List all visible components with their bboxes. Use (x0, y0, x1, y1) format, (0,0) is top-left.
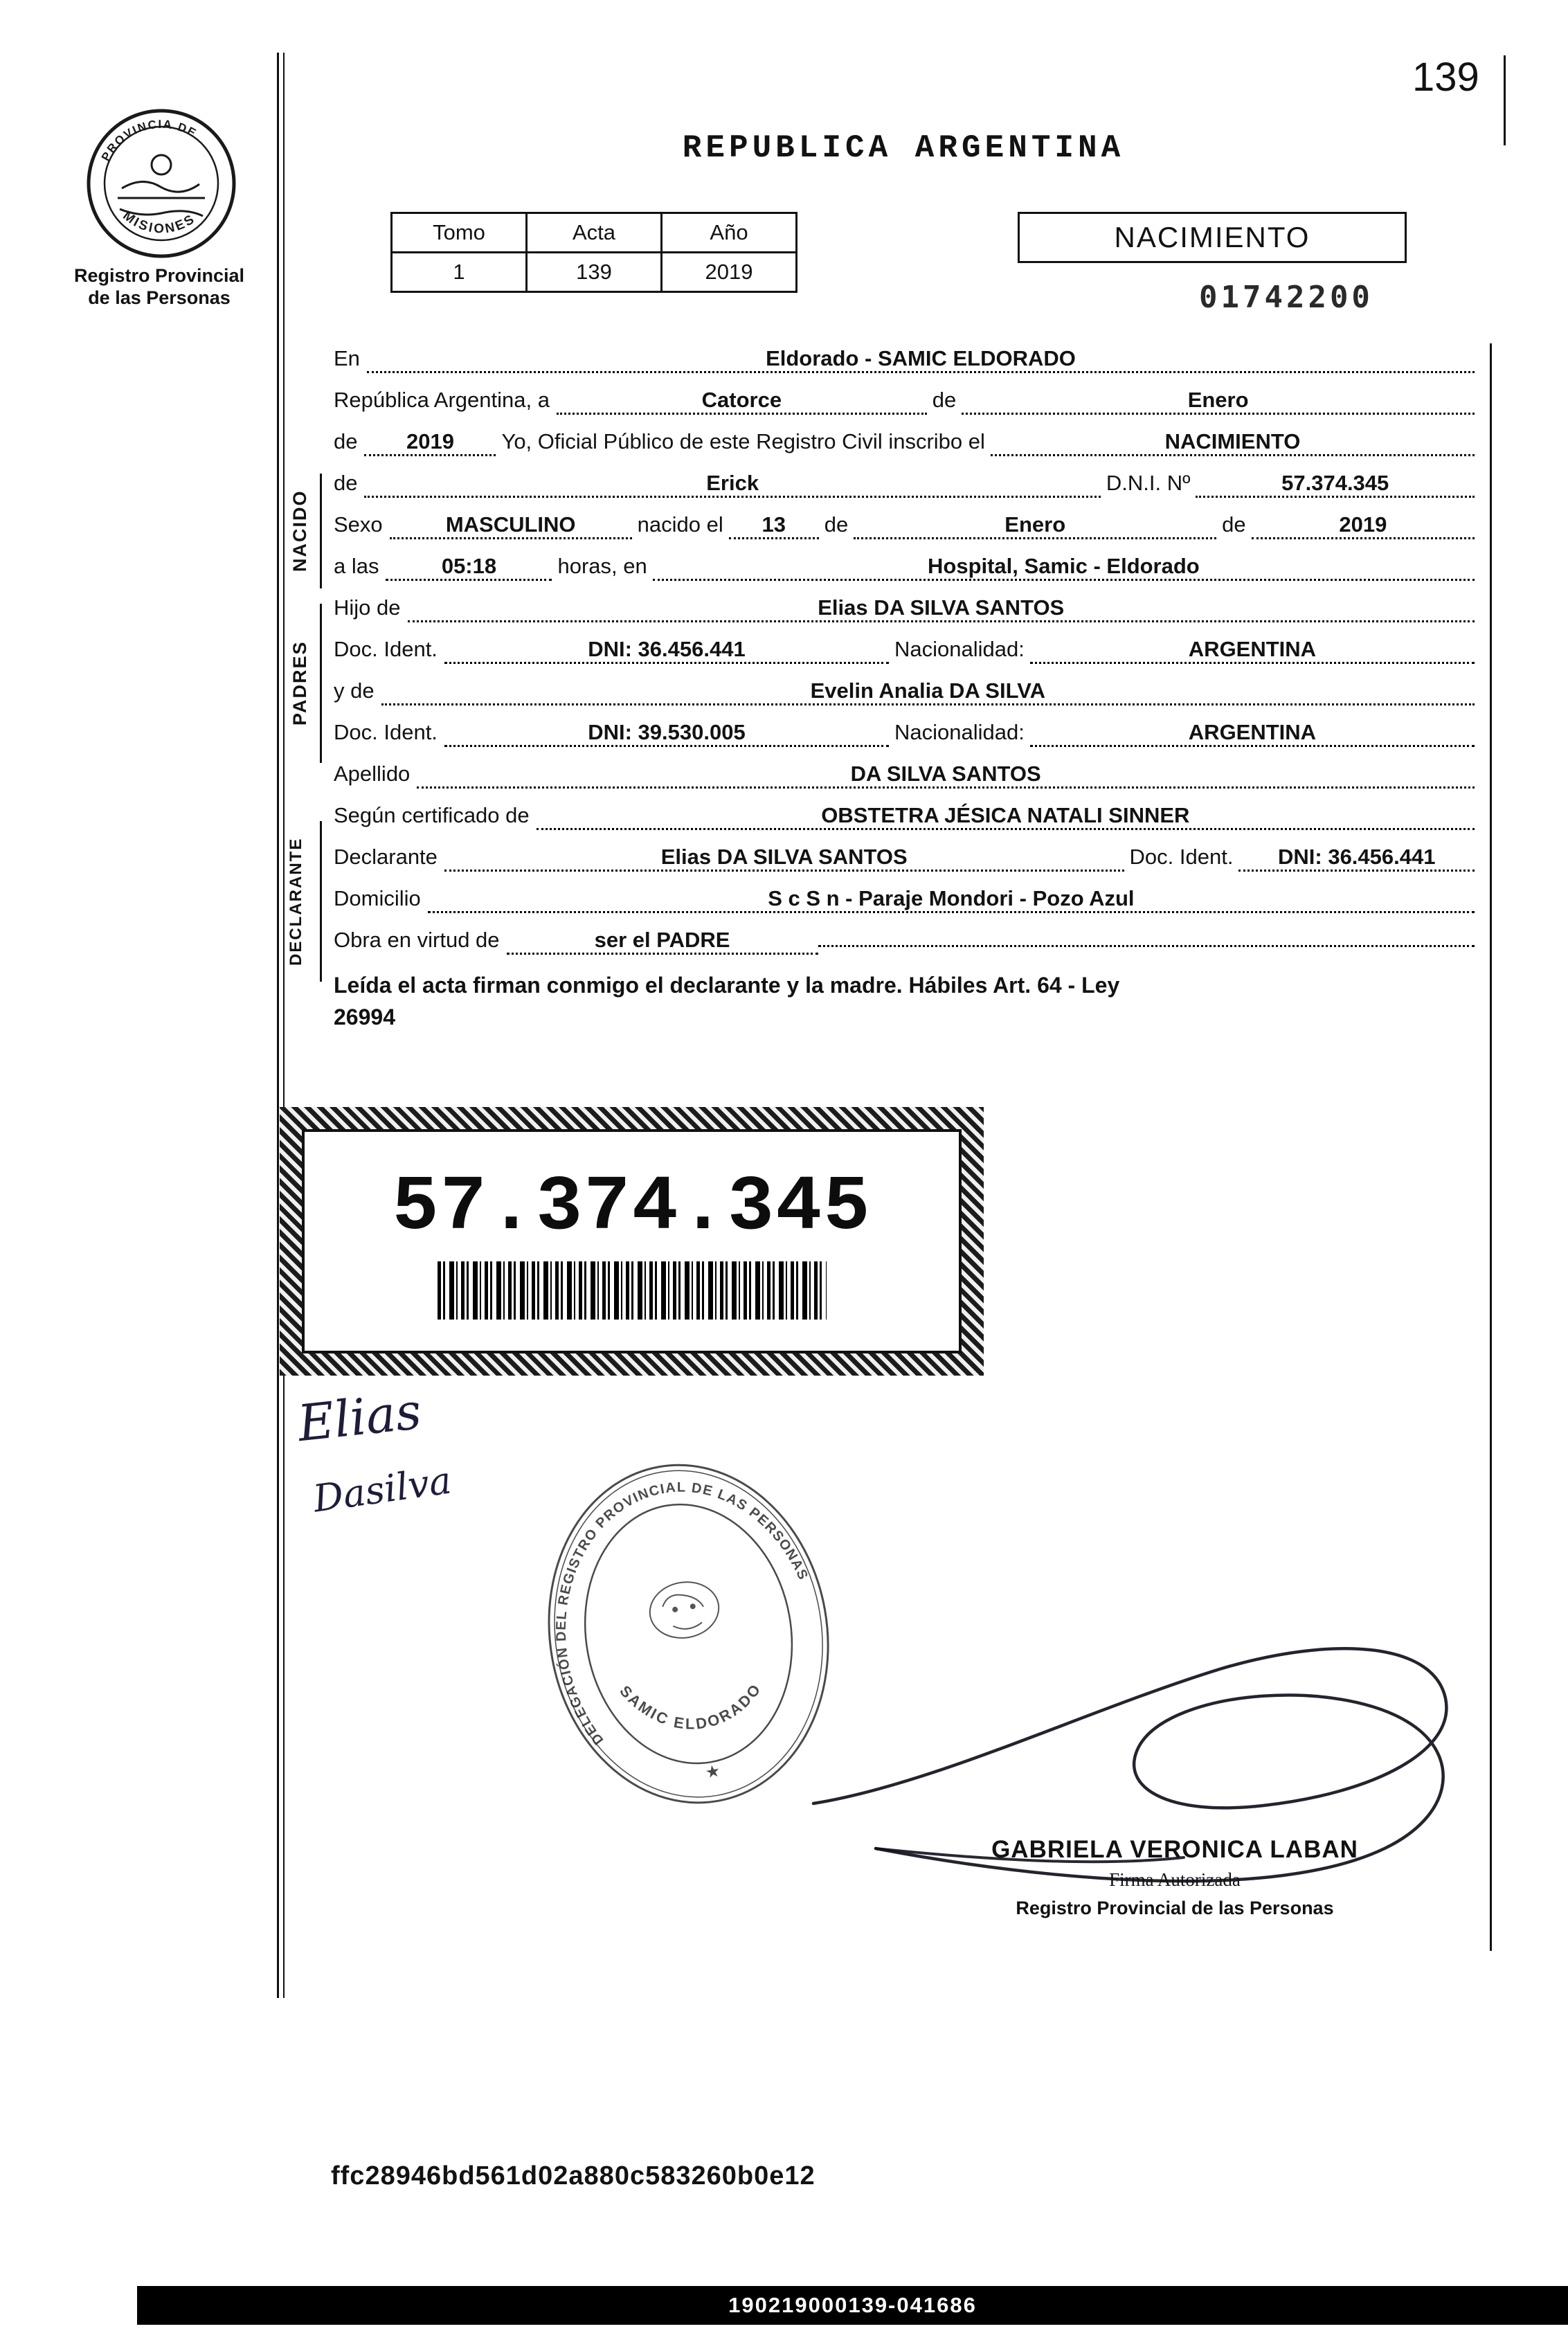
nacionalidad-madre-label: Nacionalidad: (894, 720, 1025, 744)
authorizer-role: Firma Autorizada (1109, 1869, 1241, 1890)
doc-madre-value: DNI: 39.530.005 (444, 720, 889, 747)
left-margin-line (277, 53, 279, 1998)
doc-padre-label: Doc. Ident. (334, 637, 438, 661)
seal-top-text: PROVINCIA DE (98, 117, 199, 163)
acta-table-value-tomo: 1 (392, 253, 527, 292)
sexo-de-label-2: de (1222, 512, 1246, 537)
lugar-value: Hospital, Samic - Eldorado (653, 554, 1475, 581)
hora-value: 05:18 (386, 554, 552, 581)
acta-table-value-acta: 139 (527, 253, 662, 292)
acta-table (390, 212, 797, 293)
oval-stamp-emblem (645, 1576, 723, 1643)
closing-statement-line2: 26994 (334, 1005, 395, 1030)
hora-label: a las (334, 554, 379, 578)
svg-text:SAMIC ELDORADO (615, 1659, 771, 1745)
acta-table-value-anio: 2019 (662, 253, 797, 292)
form-line-fecha (334, 388, 1475, 415)
section-label-declarante: DECLARANTE (287, 837, 305, 966)
form-line-anio (334, 429, 1475, 456)
section-label-padres: PADRES (289, 640, 310, 726)
section-rule-nacido (320, 474, 322, 588)
apellido-label: Apellido (334, 762, 411, 786)
seal-landscape-emblem (118, 155, 205, 216)
authorizer-name: GABRIELA VERONICA LABAN (991, 1836, 1358, 1863)
logo-caption-line2: de las Personas (88, 287, 231, 309)
handwritten-signature-line2: Dasilva (310, 1458, 454, 1521)
anio-mid-label: Yo, Oficial Público de este Registro Civil inscribo el (501, 429, 985, 453)
fecha-mid-label: de (932, 388, 957, 412)
form-line-doc-padre (334, 637, 1475, 664)
bottom-barcode-bar (137, 2286, 1568, 2325)
sexo-de-label-1: de (824, 512, 849, 537)
document-hash: ffc28946bd561d02a880c583260b0e12 (331, 2161, 815, 2190)
anio-label: de (334, 429, 358, 453)
fecha-mes-value: Enero (962, 388, 1475, 415)
dni-value: 57.374.345 (1196, 471, 1475, 498)
padre-nombre-value: Elias DA SILVA SANTOS (408, 595, 1475, 622)
dia-value: 13 (729, 512, 819, 539)
nacionalidad-padre-value: ARGENTINA (1030, 637, 1475, 664)
anio-tipo-value: NACIMIENTO (991, 429, 1475, 456)
logo-caption-line1: Registro Provincial (73, 265, 245, 286)
closing-statement-line1: Leída el acta firman conmigo el declarante y la madre. Hábiles Art. 64 - Ley (334, 973, 1120, 998)
nacionalidad-madre-value: ARGENTINA (1030, 720, 1475, 747)
form-line-certificado (334, 803, 1475, 830)
form-line-apellido (334, 762, 1475, 789)
certificado-value: OBSTETRA JÉSICA NATALI SINNER (537, 803, 1475, 830)
acta-table-value-row (392, 253, 797, 292)
sexo-label: Sexo (334, 512, 383, 537)
en-label: En (334, 346, 360, 370)
certificado-label: Según certificado de (334, 803, 530, 827)
provincial-seal-logo (82, 104, 241, 267)
section-rule-declarante (320, 821, 322, 982)
logo-caption (55, 264, 263, 309)
authorization-block (967, 1836, 1382, 1919)
sexo-value: MASCULINO (390, 512, 632, 539)
doc-padre-value: DNI: 36.456.441 (444, 637, 889, 664)
bottom-barcode-text: 190219000139-041686 (728, 2293, 977, 2317)
form-line-nombre (334, 471, 1475, 498)
hijo-label: Hijo de (334, 595, 401, 620)
document-title: REPUBLICA ARGENTINA (682, 130, 1125, 166)
declarante-doc-value: DNI: 36.456.441 (1238, 845, 1475, 872)
dni-barcode (438, 1261, 827, 1320)
mes-value: Enero (854, 512, 1216, 539)
nacido-el-label: nacido el (637, 512, 723, 537)
page-number: 139 (1412, 55, 1479, 100)
section-rule-padres (320, 604, 322, 763)
oval-stamp-outer-text: DELEGACIÓN DEL REGISTRO PROVINCIAL DE LAS PERSONAS (553, 1479, 811, 1748)
anio-nac-value: 2019 (1252, 512, 1475, 539)
dni-stamp-number: 57.374.345 (392, 1163, 872, 1252)
yde-label: y de (334, 678, 375, 703)
form-line-yde (334, 678, 1475, 705)
anio-value: 2019 (364, 429, 496, 456)
form-line-en (334, 346, 1475, 373)
form-line-hora (334, 554, 1475, 581)
apellido-value: DA SILVA SANTOS (417, 762, 1475, 789)
closing-statement (334, 969, 1475, 1034)
declarante-value: Elias DA SILVA SANTOS (444, 845, 1124, 872)
fecha-dia-value: Catorce (557, 388, 927, 415)
authorizer-office: Registro Provincial de las Personas (1016, 1898, 1334, 1918)
doc-madre-label: Doc. Ident. (334, 720, 438, 744)
seal-icon (82, 104, 241, 263)
en-value: Eldorado - SAMIC ELDORADO (367, 346, 1475, 373)
dni-label: D.N.I. Nº (1106, 471, 1191, 495)
declarante-label: Declarante (334, 845, 438, 869)
nombre-value: Erick (364, 471, 1100, 498)
form-body (334, 346, 1475, 1034)
dotted-leader (818, 945, 1475, 947)
svg-text:PROVINCIA DE (99, 118, 199, 163)
oval-stamp-inner-text: SAMIC ELDORADO (616, 1680, 766, 1733)
record-stamp-number: 01742200 (1199, 280, 1373, 315)
record-type-box: NACIMIENTO (1018, 212, 1407, 263)
form-line-obra (334, 928, 1475, 955)
dni-guilloche-stamp (280, 1107, 984, 1376)
section-label-nacido: NACIDO (289, 489, 310, 573)
domicilio-value: S c S n - Paraje Mondori - Pozo Azul (428, 886, 1475, 913)
declarante-doc-label: Doc. Ident. (1129, 845, 1234, 869)
fecha-label: República Argentina, a (334, 388, 550, 412)
acta-table-header-acta: Acta (527, 213, 662, 253)
oval-stamp-star: ★ (703, 1761, 722, 1783)
form-line-doc-madre (334, 720, 1475, 747)
form-line-declarante (334, 845, 1475, 872)
nombre-label: de (334, 471, 358, 495)
seal-bottom-text: MISIONES (120, 208, 199, 237)
form-line-domicilio (334, 886, 1475, 913)
acta-table-header-tomo: Tomo (392, 213, 527, 253)
obra-label: Obra en virtud de (334, 928, 500, 952)
obra-value: ser el PADRE (507, 928, 818, 955)
right-top-margin-line (1504, 55, 1506, 145)
right-margin-line (1490, 343, 1492, 1951)
horas-en-label: horas, en (557, 554, 647, 578)
dni-stamp-inner (302, 1129, 962, 1353)
acta-table-header-anio: Año (662, 213, 797, 253)
nacionalidad-padre-label: Nacionalidad: (894, 637, 1025, 661)
left-margin-line-inner (283, 53, 285, 1998)
form-line-sexo (334, 512, 1475, 539)
acta-table-header-row (392, 213, 797, 253)
domicilio-label: Domicilio (334, 886, 421, 910)
form-line-hijo (334, 595, 1475, 622)
madre-nombre-value: Evelin Analia DA SILVA (381, 678, 1475, 705)
handwritten-signature-line1: Elias (295, 1381, 424, 1453)
